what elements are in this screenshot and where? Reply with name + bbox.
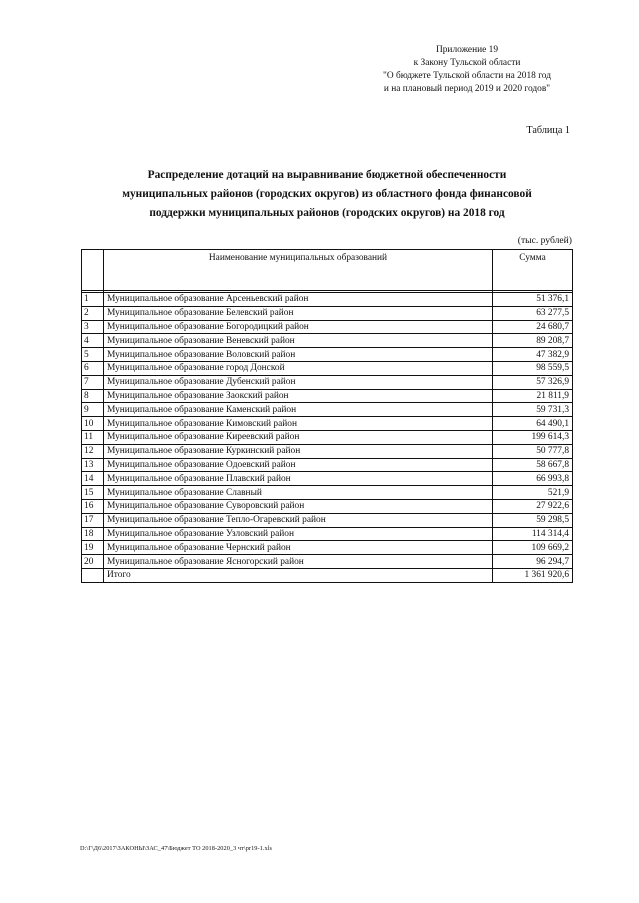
row-name: Муниципальное образование Суворовский район — [104, 499, 493, 513]
title-line: поддержки муниципальных районов (городских округов) на 2018 год — [149, 207, 505, 219]
row-amount: 21 811,9 — [493, 389, 573, 403]
row-amount: 66 993,8 — [493, 472, 573, 486]
row-name: Муниципальное образование Плавский район — [104, 472, 493, 486]
row-number: 5 — [82, 348, 104, 362]
row-number: 7 — [82, 375, 104, 389]
appendix-line: Приложение 19 — [435, 45, 499, 55]
table-row — [82, 389, 573, 403]
title-line: муниципальных районов (городских округов) из областного фонда финансовой — [122, 188, 532, 200]
table-row — [82, 348, 573, 362]
row-name: Муниципальное образование Узловский район — [104, 527, 493, 541]
table-header-row — [82, 250, 573, 291]
row-amount: 51 376,1 — [493, 293, 573, 307]
header-amount: Сумма — [493, 250, 573, 291]
subsidy-table — [81, 249, 573, 583]
row-name: Муниципальное образование город Донской — [104, 361, 493, 375]
row-amount: 114 314,4 — [493, 527, 573, 541]
row-name: Муниципальное образование Славный — [104, 486, 493, 500]
row-number: 13 — [82, 458, 104, 472]
row-name: Муниципальное образование Чернский район — [104, 541, 493, 555]
row-name: Муниципальное образование Богородицкий район — [104, 320, 493, 334]
row-number: 18 — [82, 527, 104, 541]
row-name: Муниципальное образование Киреевский район — [104, 430, 493, 444]
row-amount: 59 731,3 — [493, 403, 573, 417]
row-amount: 59 298,5 — [493, 513, 573, 527]
row-name: Муниципальное образование Тепло-Огаревский район — [104, 513, 493, 527]
total-row — [82, 568, 573, 582]
row-amount: 98 559,5 — [493, 361, 573, 375]
title-line: Распределение дотаций на выравнивание бюджетной обеспеченности — [147, 169, 507, 181]
row-amount: 57 326,9 — [493, 375, 573, 389]
row-amount: 58 667,8 — [493, 458, 573, 472]
table-row — [82, 306, 573, 320]
total-num-cell — [82, 568, 104, 582]
row-amount: 47 382,9 — [493, 348, 573, 362]
row-amount: 64 490,1 — [493, 417, 573, 431]
table-row — [82, 458, 573, 472]
row-amount: 50 777,8 — [493, 444, 573, 458]
table-row — [82, 499, 573, 513]
table-row — [82, 334, 573, 348]
header-name: Наименование муниципальных образований — [104, 250, 493, 291]
table-row — [82, 472, 573, 486]
row-number: 19 — [82, 541, 104, 555]
row-number: 10 — [82, 417, 104, 431]
table-row — [82, 417, 573, 431]
row-amount: 521,9 — [493, 486, 573, 500]
appendix-line: и на плановый период 2019 и 2020 годов" — [383, 84, 551, 94]
row-name: Муниципальное образование Одоевский район — [104, 458, 493, 472]
row-number: 17 — [82, 513, 104, 527]
total-label: Итого — [104, 568, 493, 582]
table-row — [82, 430, 573, 444]
row-amount: 199 614,3 — [493, 430, 573, 444]
row-number: 15 — [82, 486, 104, 500]
table-label: Таблица 1 — [526, 125, 570, 136]
row-name: Муниципальное образование Дубенский район — [104, 375, 493, 389]
row-name: Муниципальное образование Заокский район — [104, 389, 493, 403]
row-number: 4 — [82, 334, 104, 348]
row-number: 8 — [82, 389, 104, 403]
row-number: 6 — [82, 361, 104, 375]
row-name: Муниципальное образование Арсеньевский район — [104, 293, 493, 307]
row-amount: 109 669,2 — [493, 541, 573, 555]
table-row — [82, 444, 573, 458]
table-row — [82, 527, 573, 541]
table-row — [82, 486, 573, 500]
row-name: Муниципальное образование Ясногорский район — [104, 555, 493, 569]
row-name: Муниципальное образование Веневский район — [104, 334, 493, 348]
header-num-cell — [82, 250, 104, 291]
table-row — [82, 513, 573, 527]
table-row — [82, 375, 573, 389]
row-name: Муниципальное образование Куркинский район — [104, 444, 493, 458]
appendix-block — [360, 44, 574, 96]
row-number: 2 — [82, 306, 104, 320]
table-row — [82, 541, 573, 555]
table-row — [82, 361, 573, 375]
table-row — [82, 403, 573, 417]
file-path-footer: D:\Г\Д6\2017\ЗАКОНЫ\ЗАС_47\Бюджет ТО 2018-2020_3 чт\pr19-1.xls — [80, 845, 272, 852]
row-number: 1 — [82, 293, 104, 307]
total-amount: 1 361 920,6 — [493, 568, 573, 582]
row-number: 16 — [82, 499, 104, 513]
table-row — [82, 320, 573, 334]
row-amount: 24 680,7 — [493, 320, 573, 334]
row-number: 14 — [82, 472, 104, 486]
row-number: 12 — [82, 444, 104, 458]
table-row — [82, 293, 573, 307]
row-number: 3 — [82, 320, 104, 334]
row-number: 9 — [82, 403, 104, 417]
row-number: 11 — [82, 430, 104, 444]
row-name: Муниципальное образование Воловский район — [104, 348, 493, 362]
table-row — [82, 555, 573, 569]
row-amount: 89 208,7 — [493, 334, 573, 348]
units-label: (тыс. рублей) — [517, 235, 572, 246]
row-name: Муниципальное образование Белевский район — [104, 306, 493, 320]
row-name: Муниципальное образование Каменский район — [104, 403, 493, 417]
row-name: Муниципальное образование Кимовский район — [104, 417, 493, 431]
row-amount: 27 922,6 — [493, 499, 573, 513]
document-title — [70, 166, 584, 223]
row-amount: 63 277,5 — [493, 306, 573, 320]
row-amount: 96 294,7 — [493, 555, 573, 569]
appendix-line: "О бюджете Тульской области на 2018 год — [383, 71, 551, 81]
row-number: 20 — [82, 555, 104, 569]
appendix-line: к Закону Тульской области — [413, 58, 521, 68]
